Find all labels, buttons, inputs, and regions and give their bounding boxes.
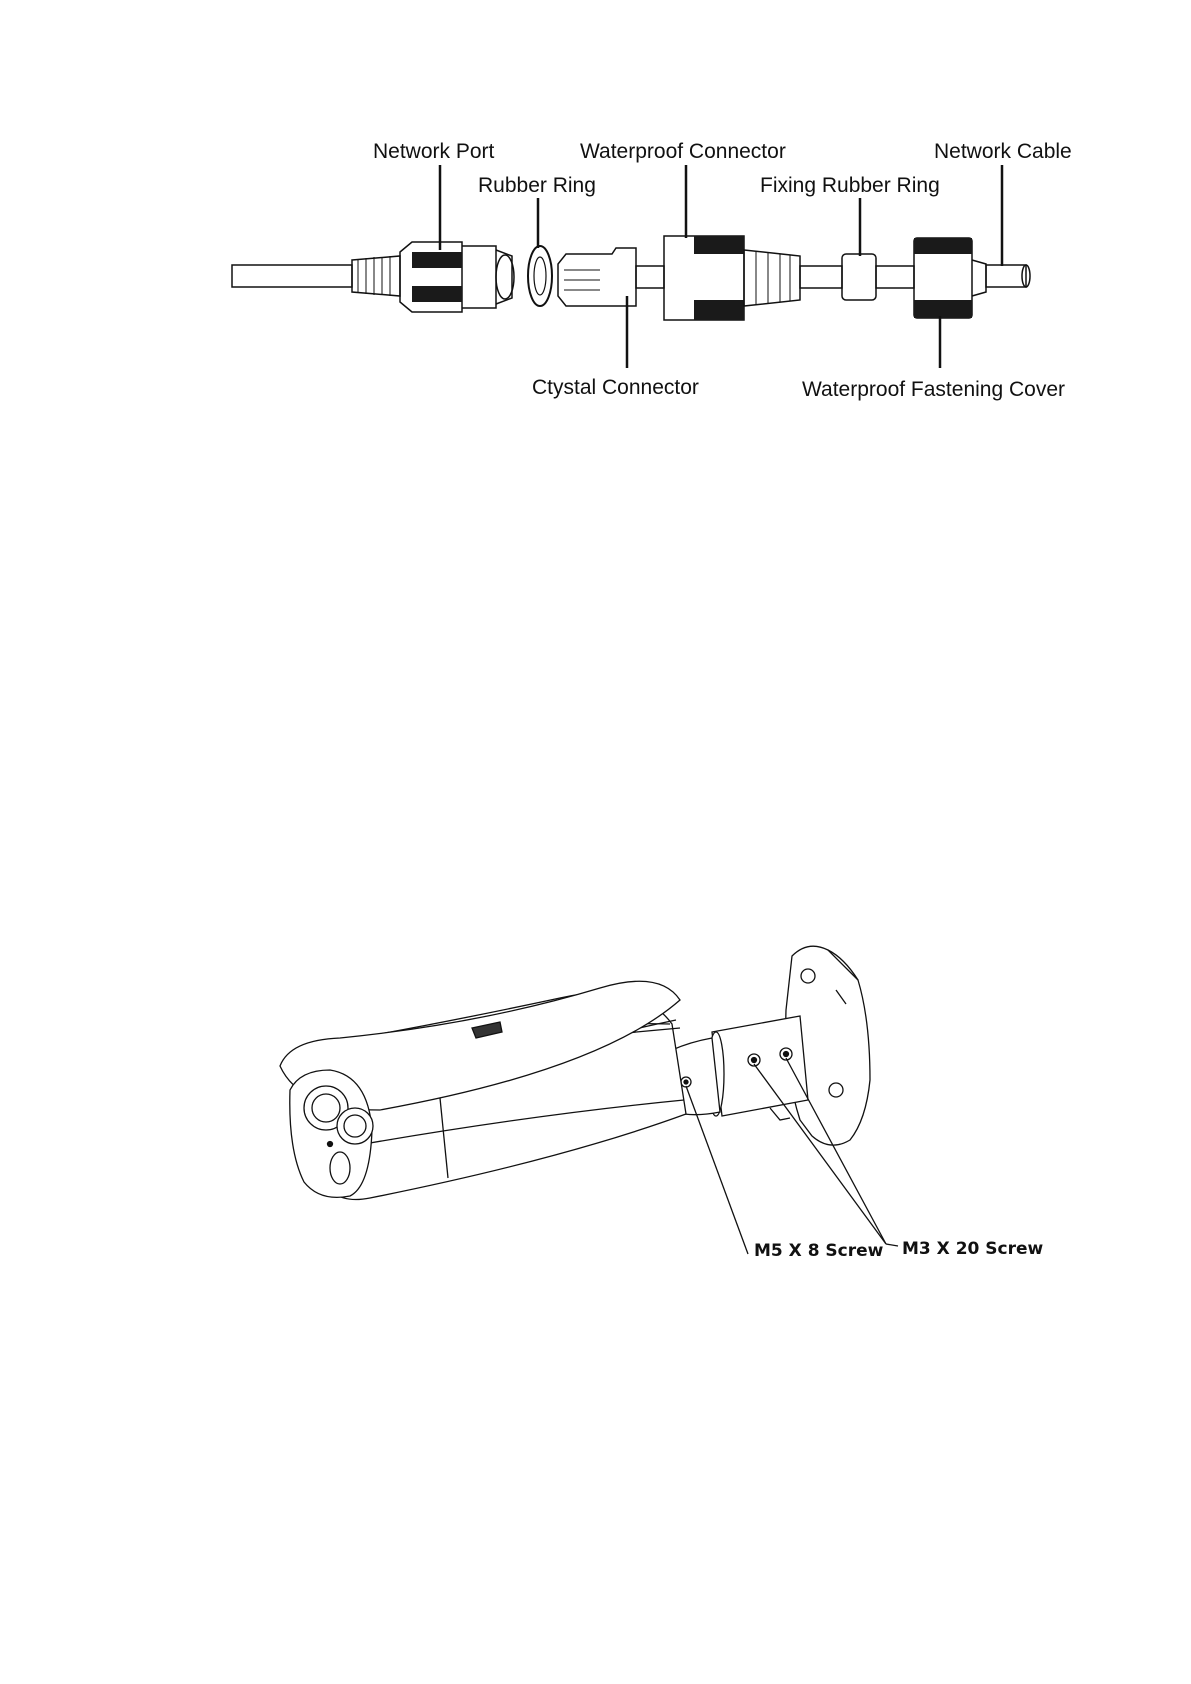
camera-lens-face xyxy=(290,1070,373,1197)
label-m5-screw: M5 X 8 Screw xyxy=(754,1241,884,1261)
label-network-cable: Network Cable xyxy=(934,140,1072,163)
network-port-part xyxy=(400,242,514,312)
label-waterproof-fastening-cover: Waterproof Fastening Cover xyxy=(802,378,1066,401)
waterproof-fastening-cover-part xyxy=(914,238,986,318)
connector-exploded-diagram xyxy=(0,120,1191,420)
label-m3-screw: M3 X 20 Screw xyxy=(902,1239,1044,1259)
bracket xyxy=(708,1016,808,1120)
camera-diagram-svg xyxy=(0,920,1191,1290)
right-cable xyxy=(986,265,1030,287)
camera-mount-diagram xyxy=(0,920,1191,1290)
waterproof-connector-part xyxy=(664,236,842,320)
connector-diagram-svg xyxy=(0,120,1191,420)
label-rubber-ring: Rubber Ring xyxy=(478,174,596,197)
fixing-rubber-ring-part xyxy=(842,254,914,300)
label-crystal-connector: Ctystal Connector xyxy=(532,376,699,399)
rubber-ring-part xyxy=(528,246,552,306)
left-cable xyxy=(232,256,400,296)
label-network-port: Network Port xyxy=(373,140,495,163)
label-waterproof-connector: Waterproof Connector xyxy=(580,140,786,163)
crystal-connector-part xyxy=(558,248,664,306)
label-fixing-rubber-ring: Fixing Rubber Ring xyxy=(760,174,940,197)
